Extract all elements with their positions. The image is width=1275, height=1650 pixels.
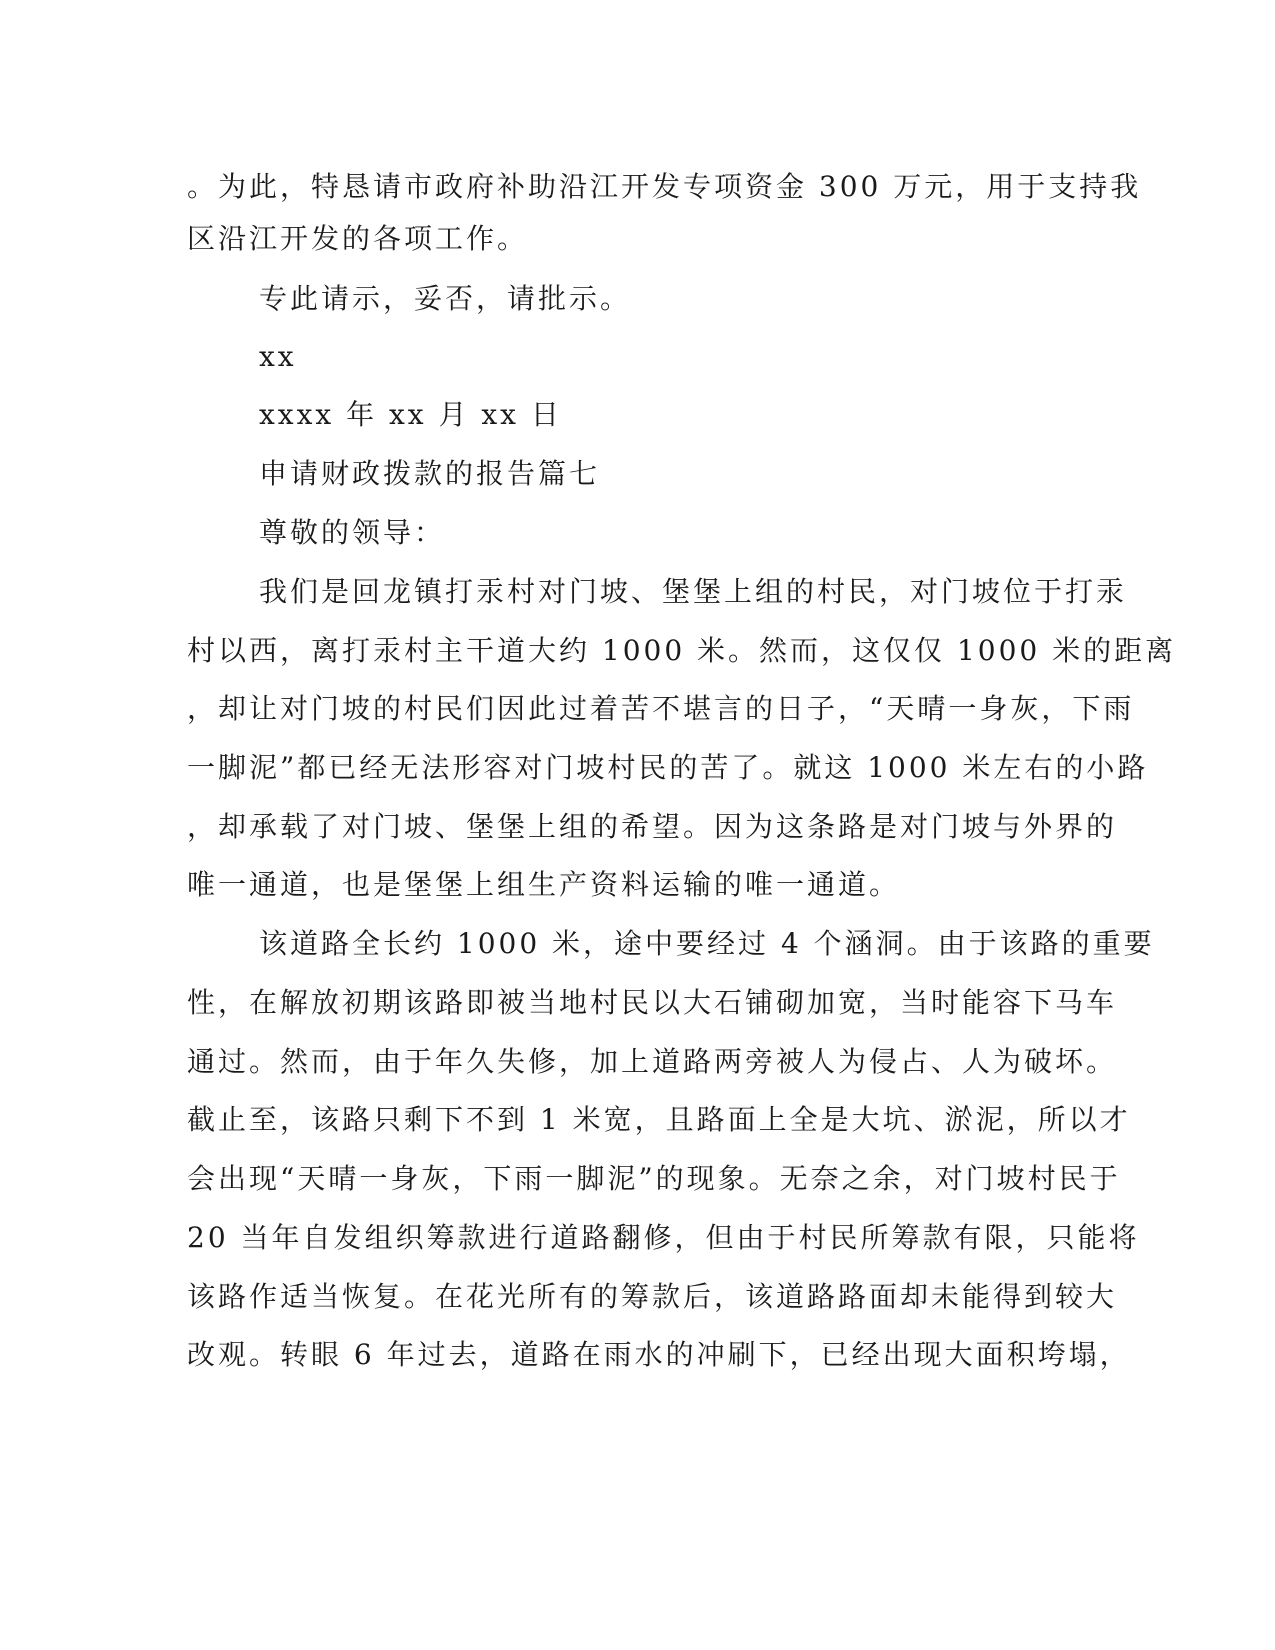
text-line: 该道路全长约 1000 米，途中要经过 4 个涵洞。由于该路的重要 bbox=[259, 927, 1155, 960]
text-line: 一脚泥”都已经无法形容对门坡村民的苦了。就这 1000 米左右的小路 bbox=[187, 751, 1149, 784]
text-line: 村以西，离打汞村主干道大约 1000 米。然而，这仅仅 1000 米的距离 bbox=[187, 634, 1177, 667]
text-line: 20 当年自发组织筹款进行道路翻修，但由于村民所筹款有限，只能将 bbox=[187, 1221, 1140, 1254]
text-line: 改观。转眼 6 年过去，道路在雨水的冲刷下，已经出现大面积垮塌， bbox=[187, 1338, 1131, 1371]
text-line: ，却承载了对门坡、堡堡上组的希望。因为这条路是对门坡与外界的 bbox=[187, 810, 1118, 843]
signature-date: xxxx 年 xx 月 xx 日 bbox=[259, 398, 562, 431]
text-line: 会出现“天晴一身灰，下雨一脚泥”的现象。无奈之余，对门坡村民于 bbox=[187, 1162, 1121, 1195]
text-line: 。为此，特恳请市政府补助沿江开发专项资金 300 万元，用于支持我 bbox=[187, 170, 1142, 203]
signature-name: xx bbox=[259, 340, 297, 373]
text-line: 专此请示，妥否，请批示。 bbox=[259, 282, 632, 315]
salutation: 尊敬的领导： bbox=[259, 516, 446, 549]
text-line: 通过。然而，由于年久失修，加上道路两旁被人为侵占、人为破坏。 bbox=[187, 1045, 1118, 1078]
text-line: 唯一通道，也是堡堡上组生产资料运输的唯一通道。 bbox=[187, 868, 901, 901]
text-line: 该路作适当恢复。在花光所有的筹款后，该道路路面却未能得到较大 bbox=[187, 1280, 1118, 1313]
text-line: ，却让对门坡的村民们因此过着苦不堪言的日子，“天晴一身灰，下雨 bbox=[187, 692, 1135, 725]
text-line: 性，在解放初期该路即被当地村民以大石铺砌加宽，当时能容下马车 bbox=[187, 986, 1118, 1019]
section-heading: 申请财政拨款的报告篇七 bbox=[259, 457, 601, 490]
text-line: 我们是回龙镇打汞村对门坡、堡堡上组的村民，对门坡位于打汞 bbox=[259, 575, 1128, 608]
text-line: 区沿江开发的各项工作。 bbox=[187, 222, 529, 255]
text-line: 截止至，该路只剩下不到 1 米宽，且路面上全是大坑、淤泥，所以才 bbox=[187, 1103, 1131, 1136]
